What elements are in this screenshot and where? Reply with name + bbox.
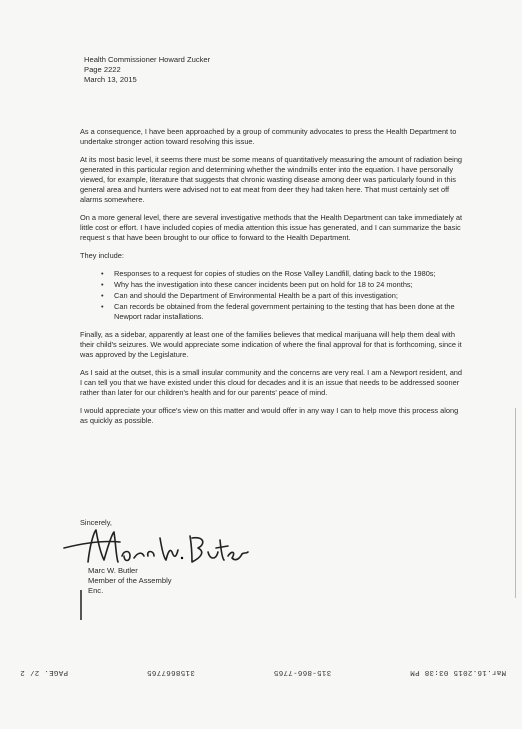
signer-name: Marc W. Butler	[88, 566, 138, 575]
request-list	[80, 269, 466, 322]
paragraph-general-level: On a more general level, there are several investigative methods that the Health Department can take immediately at little cost or effort. I have included copies of media attention this issue has generated, and I can summarize the basic request s that have been brought to our office to forward to the Health Department.	[80, 213, 463, 242]
page-number-line: Page 2222	[84, 65, 121, 74]
letter-body	[80, 127, 466, 434]
letter-header	[84, 55, 210, 85]
list-item: • Responses to a request for copies of studies on the Rose Valley Landfill, dating back to the 1980s;	[114, 269, 466, 279]
margin-mark	[80, 590, 82, 620]
date-line: March 13, 2015	[84, 75, 137, 84]
fax-id: 3158667765	[146, 668, 195, 676]
list-item: • Can records be obtained from the federal government pertaining to the testing that has been done at the Newport radar installations.	[114, 302, 466, 322]
paragraph-they-include: They include:	[80, 251, 124, 260]
fax-footer	[20, 668, 506, 676]
recipient-line: Health Commissioner Howard Zucker	[84, 55, 211, 64]
closing-salutation: Sincerely,	[80, 518, 112, 527]
paragraph-outset: As I said at the outset, this is a small insular community and the concerns are very real. I am a Newport resident, and I can tell you that we have existed under this cloud for decades and it is an issue that needs to be addressed sooner rather than later for our children's health and for our parents' peace of mind.	[80, 368, 463, 397]
paragraph-appreciate: I would appreciate your office's view on this matter and would offer in any way I can to help move this process along as quickly as possible.	[80, 406, 459, 425]
paragraph-consequence: As a consequence, I have been approached by a group of community advocates to press the Health Department to undertake stronger action toward resolving this issue.	[80, 127, 457, 146]
fax-phone: 315-866-7765	[273, 668, 332, 676]
paragraph-basic-level: At its most basic level, it seems there must be some means of quantitatively measuring the amount of radiation being generated in this particular region and determining whether the windmills enter into the equation. I have personally viewed, for example, literature that suggests that chronic wasting disease among deer was particularly found in this general area and hunters were advised not to eat meat from deer they had taken here. That must certainly set off alarms somewhere.	[80, 155, 463, 204]
enclosure-note: Enc.	[88, 586, 104, 595]
scan-edge-line	[515, 408, 516, 598]
signer-title: Member of the Assembly	[88, 576, 172, 585]
list-item: • Why has the investigation into these cancer incidents been put on hold for 18 to 24 months;	[114, 280, 466, 290]
handwritten-signature	[60, 522, 250, 572]
fax-page: PAGE. 2/ 2	[20, 668, 69, 676]
signature-block	[88, 566, 172, 596]
fax-datetime: Mar.16.2015 03:38 PM	[409, 668, 506, 676]
paragraph-sidebar: Finally, as a sidebar, apparently at least one of the families believes that medical marijuana will help them deal with their child's seizures. We would appreciate some indication of where the final approval for that is forthcoming, since it was approved by the Legislature.	[80, 330, 462, 359]
list-item: • Can and should the Department of Environmental Health be a part of this investigation;	[114, 291, 466, 301]
